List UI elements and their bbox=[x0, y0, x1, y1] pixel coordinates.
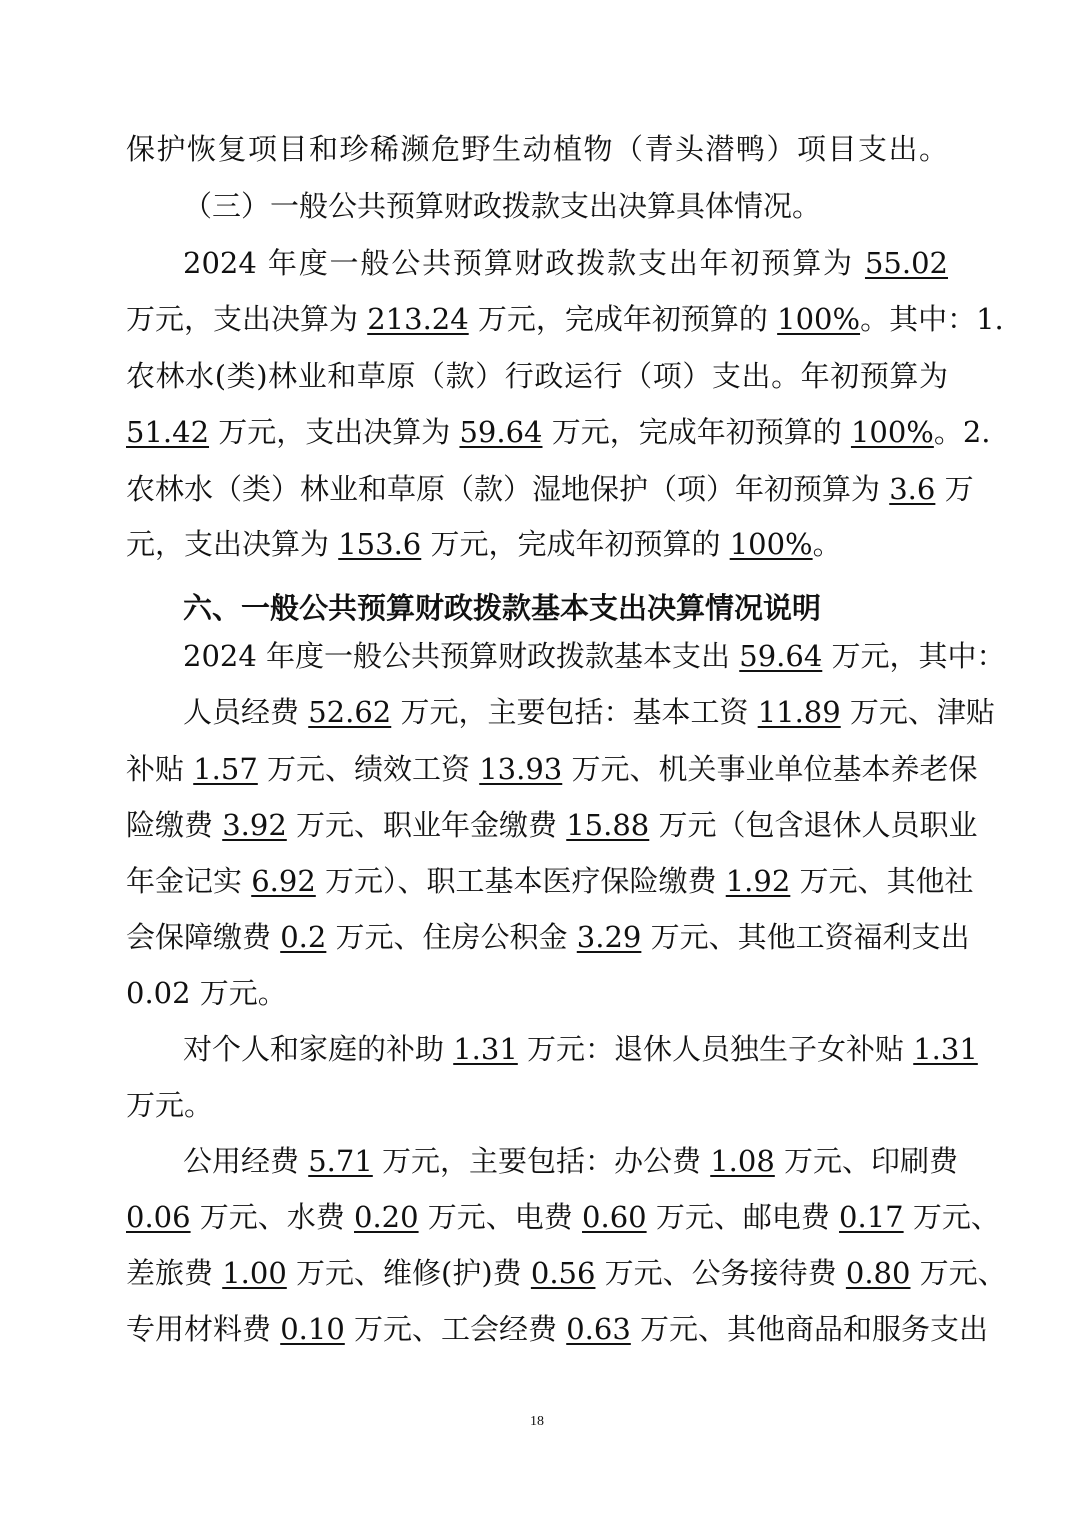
text-segment: 会保障缴费 bbox=[126, 920, 281, 954]
underlined-amount: 1.00 bbox=[222, 1256, 287, 1290]
underlined-amount: 1.92 bbox=[725, 864, 791, 898]
text-segment: 万元、电费 bbox=[418, 1200, 583, 1234]
underlined-amount: 11.89 bbox=[757, 695, 841, 729]
underlined-amount: 6.92 bbox=[251, 864, 316, 898]
text-segment: （三）一般公共预算财政拨款支出决算具体情况。 bbox=[183, 189, 822, 223]
page-number: 18 bbox=[530, 1414, 544, 1429]
underlined-amount: 59.64 bbox=[459, 415, 543, 449]
text-line bbox=[183, 636, 1006, 676]
text-segment: 万元。 bbox=[126, 1088, 214, 1122]
text-segment: 。其中：1. bbox=[860, 302, 1004, 336]
text-segment: 万元，支出决算为 bbox=[209, 415, 460, 449]
underlined-amount: 100% bbox=[729, 527, 813, 561]
underlined-amount: 13.93 bbox=[479, 752, 563, 786]
text-segment: 万元、水费 bbox=[190, 1200, 355, 1234]
text-segment: 万元，完成年初预算的 bbox=[421, 527, 730, 561]
text-line bbox=[126, 805, 978, 845]
text-segment: 六、一般公共预算财政拨款基本支出决算情况说明 bbox=[183, 591, 822, 625]
underlined-amount: 3.29 bbox=[576, 920, 642, 954]
text-segment: 万元、印刷费 bbox=[774, 1144, 959, 1178]
text-line bbox=[126, 1253, 1007, 1293]
text-segment: 万元、其他工资福利支出 bbox=[641, 920, 970, 954]
underlined-amount: 100% bbox=[777, 302, 861, 336]
underlined-amount: 1.31 bbox=[913, 1032, 978, 1066]
underlined-amount: 1.08 bbox=[710, 1144, 775, 1178]
underlined-amount: 0.2 bbox=[280, 920, 327, 954]
text-segment: 万元，主要包括：基本工资 bbox=[391, 695, 758, 729]
text-segment: 万元：退休人员独生子女补贴 bbox=[517, 1032, 914, 1066]
underlined-amount: 59.64 bbox=[739, 639, 823, 673]
text-line bbox=[126, 749, 978, 789]
underlined-amount: 5.71 bbox=[308, 1144, 373, 1178]
text-segment: 万元、机关事业单位基本养老保 bbox=[562, 752, 978, 786]
text-line bbox=[183, 692, 995, 732]
text-segment: 万 bbox=[935, 472, 974, 506]
text-line bbox=[126, 299, 1004, 339]
text-segment: 万元、其他社 bbox=[790, 864, 974, 898]
text-segment: 万元、绩效工资 bbox=[257, 752, 480, 786]
text-line bbox=[183, 1141, 959, 1181]
text-segment: 万元、 bbox=[910, 1256, 1007, 1290]
text-segment: 万元，主要包括：办公费 bbox=[372, 1144, 711, 1178]
text-line bbox=[126, 356, 948, 396]
text-segment: 万元（包含退休人员职业 bbox=[649, 808, 978, 842]
underlined-amount: 100% bbox=[850, 415, 934, 449]
underlined-amount: 0.10 bbox=[280, 1312, 345, 1346]
underlined-amount: 0.56 bbox=[530, 1256, 596, 1290]
underlined-amount: 0.17 bbox=[839, 1200, 904, 1234]
text-segment: 年金记实 bbox=[126, 864, 252, 898]
text-segment: 2024 年度一般公共预算财政拨款支出年初预算为 bbox=[183, 246, 865, 280]
text-segment: 万元，其中： bbox=[822, 639, 1006, 673]
text-segment: 农林水(类)林业和草原（款）行政运行（项）支出。年初预算为 bbox=[126, 359, 948, 393]
underlined-amount: 0.20 bbox=[354, 1200, 419, 1234]
text-segment: 公用经费 bbox=[183, 1144, 309, 1178]
text-line bbox=[126, 524, 948, 564]
text-line bbox=[183, 186, 948, 226]
text-line bbox=[126, 861, 974, 901]
text-segment: 万元、其他商品和服务支出 bbox=[630, 1312, 989, 1346]
text-line bbox=[126, 469, 974, 509]
underlined-amount: 1.57 bbox=[193, 752, 258, 786]
section-heading bbox=[183, 588, 948, 628]
underlined-amount: 0.80 bbox=[845, 1256, 911, 1290]
text-segment: 2024 年度一般公共预算财政拨款基本支出 bbox=[183, 639, 740, 673]
text-segment: 万元、公务接待费 bbox=[595, 1256, 846, 1290]
text-segment: 万元、邮电费 bbox=[646, 1200, 840, 1234]
text-segment: 人员经费 bbox=[183, 695, 309, 729]
text-segment: 万元、住房公积金 bbox=[326, 920, 577, 954]
text-line bbox=[126, 1085, 948, 1125]
text-segment: 万元、维修(护)费 bbox=[286, 1256, 531, 1290]
text-segment: 保护恢复项目和珍稀濒危野生动植物（青头潜鸭）项目支出。 bbox=[126, 132, 948, 166]
text-segment: 万元、 bbox=[903, 1200, 1000, 1234]
text-line bbox=[126, 973, 948, 1013]
underlined-amount: 52.62 bbox=[308, 695, 392, 729]
underlined-amount: 3.92 bbox=[222, 808, 287, 842]
text-segment: 万元、工会经费 bbox=[344, 1312, 567, 1346]
underlined-amount: 153.6 bbox=[338, 527, 422, 561]
underlined-amount: 1.31 bbox=[453, 1032, 518, 1066]
text-segment: 。2. bbox=[933, 415, 991, 449]
underlined-amount: 0.63 bbox=[566, 1312, 631, 1346]
text-segment: 万元，支出决算为 bbox=[126, 302, 368, 336]
underlined-amount: 51.42 bbox=[126, 415, 210, 449]
text-segment: 险缴费 bbox=[126, 808, 223, 842]
text-line bbox=[126, 1197, 1000, 1237]
underlined-amount: 3.6 bbox=[889, 472, 936, 506]
text-line bbox=[183, 1029, 978, 1069]
text-line bbox=[126, 129, 948, 169]
text-segment: 万元）、职工基本医疗保险缴费 bbox=[315, 864, 726, 898]
text-segment: 0.02 万元。 bbox=[126, 976, 287, 1010]
text-segment: 差旅费 bbox=[126, 1256, 223, 1290]
text-segment: 万元、职业年金缴费 bbox=[286, 808, 567, 842]
underlined-amount: 55.02 bbox=[864, 246, 948, 280]
text-line bbox=[183, 243, 948, 283]
text-line bbox=[126, 412, 991, 452]
text-segment: 万元，完成年初预算的 bbox=[542, 415, 851, 449]
underlined-amount: 0.60 bbox=[582, 1200, 647, 1234]
text-segment: 专用材料费 bbox=[126, 1312, 281, 1346]
text-segment: 农林水（类）林业和草原（款）湿地保护（项）年初预算为 bbox=[126, 472, 890, 506]
text-segment: 万元、津贴 bbox=[840, 695, 995, 729]
text-segment: 元，支出决算为 bbox=[126, 527, 339, 561]
text-line bbox=[126, 917, 970, 957]
text-segment: 。 bbox=[812, 527, 842, 561]
underlined-amount: 213.24 bbox=[367, 302, 469, 336]
text-segment: 万元，完成年初预算的 bbox=[468, 302, 778, 336]
text-line bbox=[126, 1309, 989, 1349]
underlined-amount: 15.88 bbox=[566, 808, 650, 842]
text-segment: 补贴 bbox=[126, 752, 194, 786]
text-segment: 对个人和家庭的补助 bbox=[183, 1032, 454, 1066]
underlined-amount: 0.06 bbox=[126, 1200, 191, 1234]
